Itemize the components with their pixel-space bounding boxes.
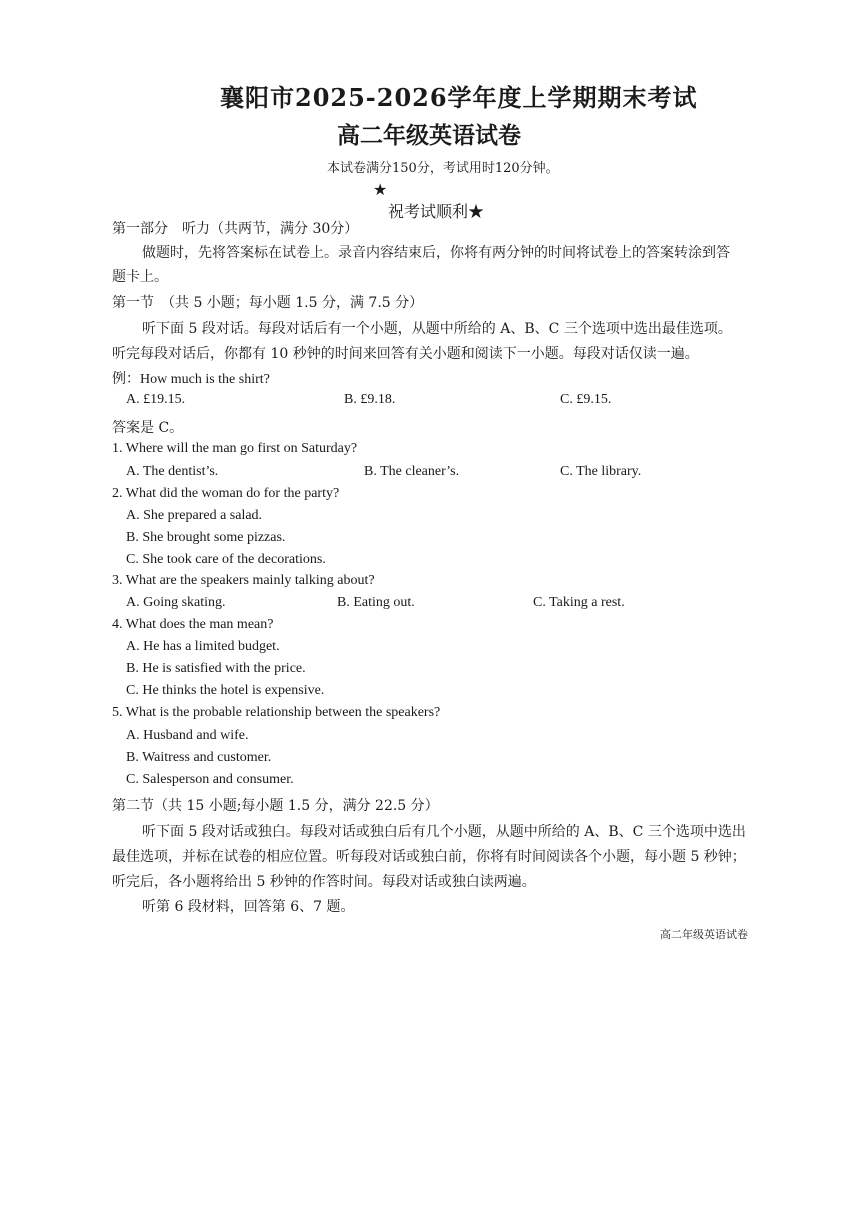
q1-option-a: A. The dentist’s. (126, 464, 219, 479)
question-3: 3. What are the speakers mainly talking about? (112, 573, 375, 588)
q4-option-c: C. He thinks the hotel is expensive. (126, 683, 325, 698)
part1-heading: 第一部分 听力（共两节，满分 30分） (112, 221, 359, 237)
question-1: 1. Where will the man go first on Saturday? (112, 441, 358, 456)
part1-instructions-line2: 题卡上。 (112, 269, 168, 285)
section2-directions-line2: 最佳选项，并标在试卷的相应位置。听每段对话或独白前，你将有时间阅读各个小题，每小题 5 秒钟； (112, 849, 746, 865)
section1-heading: 第一节 （共 5 小题；每小题 1.5 分，满 7.5 分） (112, 295, 424, 311)
example-option-c: C. £9.15. (560, 392, 612, 407)
question-4: 4. What does the man mean? (112, 617, 274, 632)
question-2: 2. What did the woman do for the party? (112, 486, 340, 501)
star-icon: ★ (373, 180, 388, 199)
q4-option-a: A. He has a limited budget. (126, 639, 280, 654)
q3-option-b: B. Eating out. (337, 595, 415, 610)
section2-directions-line1: 听下面 5 段对话或独白。每段对话或独白后有几个小题，从题中所给的 A、B、C 三个选项中选出 (142, 824, 746, 840)
q2-option-a: A. She prepared a salad. (126, 508, 263, 523)
q5-option-a: A. Husband and wife. (126, 728, 249, 743)
q2-option-c: C. She took care of the decorations. (126, 552, 326, 567)
section2-material: 听第 6 段材料，回答第 6、7 题。 (142, 899, 355, 915)
q1-option-c: C. The library. (560, 464, 642, 479)
exam-title: 襄阳市2025-2026学年度上学期期末考试 (220, 83, 698, 112)
example-answer: 答案是 C。 (112, 420, 184, 436)
q4-option-b: B. He is satisfied with the price. (126, 661, 306, 676)
section2-heading: 第二节（共 15 小题;每小题 1.5 分，满分 22.5 分） (112, 798, 439, 814)
exam-subtitle: 高二年级英语试卷 (337, 122, 521, 149)
example-option-a: A. £19.15. (126, 392, 186, 407)
question-5: 5. What is the probable relationship between the speakers? (112, 705, 441, 720)
q3-option-c: C. Taking a rest. (533, 595, 625, 610)
q2-option-b: B. She brought some pizzas. (126, 530, 286, 545)
example-question: 例：How much is the shirt? (112, 372, 270, 387)
blessing-text: 祝考试顺利★ (388, 202, 485, 221)
q5-option-b: B. Waitress and customer. (126, 750, 272, 765)
q3-option-a: A. Going skating. (126, 595, 226, 610)
section1-directions-line1: 听下面 5 段对话。每段对话后有一个小题，从题中所给的 A、B、C 三个选项中选出最佳选项。 (142, 321, 732, 337)
exam-note: 本试卷满分150分，考试用时120分钟。 (327, 161, 559, 176)
q5-option-c: C. Salesperson and consumer. (126, 772, 294, 787)
example-option-b: B. £9.18. (344, 392, 396, 407)
section2-directions-line3: 听完后，各小题将给出 5 秒钟的作答时间。每段对话或独白读两遍。 (112, 874, 536, 890)
page-footer: 高二年级英语试卷 (660, 928, 748, 941)
section1-directions-line2: 听完每段对话后，你都有 10 秒钟的时间来回答有关小题和阅读下一小题。每段对话仅读一遍。 (112, 346, 699, 362)
q1-option-b: B. The cleaner’s. (364, 464, 460, 479)
part1-instructions-line1: 做题时，先将答案标在试卷上。录音内容结束后，你将有两分钟的时间将试卷上的答案转涂到答 (142, 245, 730, 261)
